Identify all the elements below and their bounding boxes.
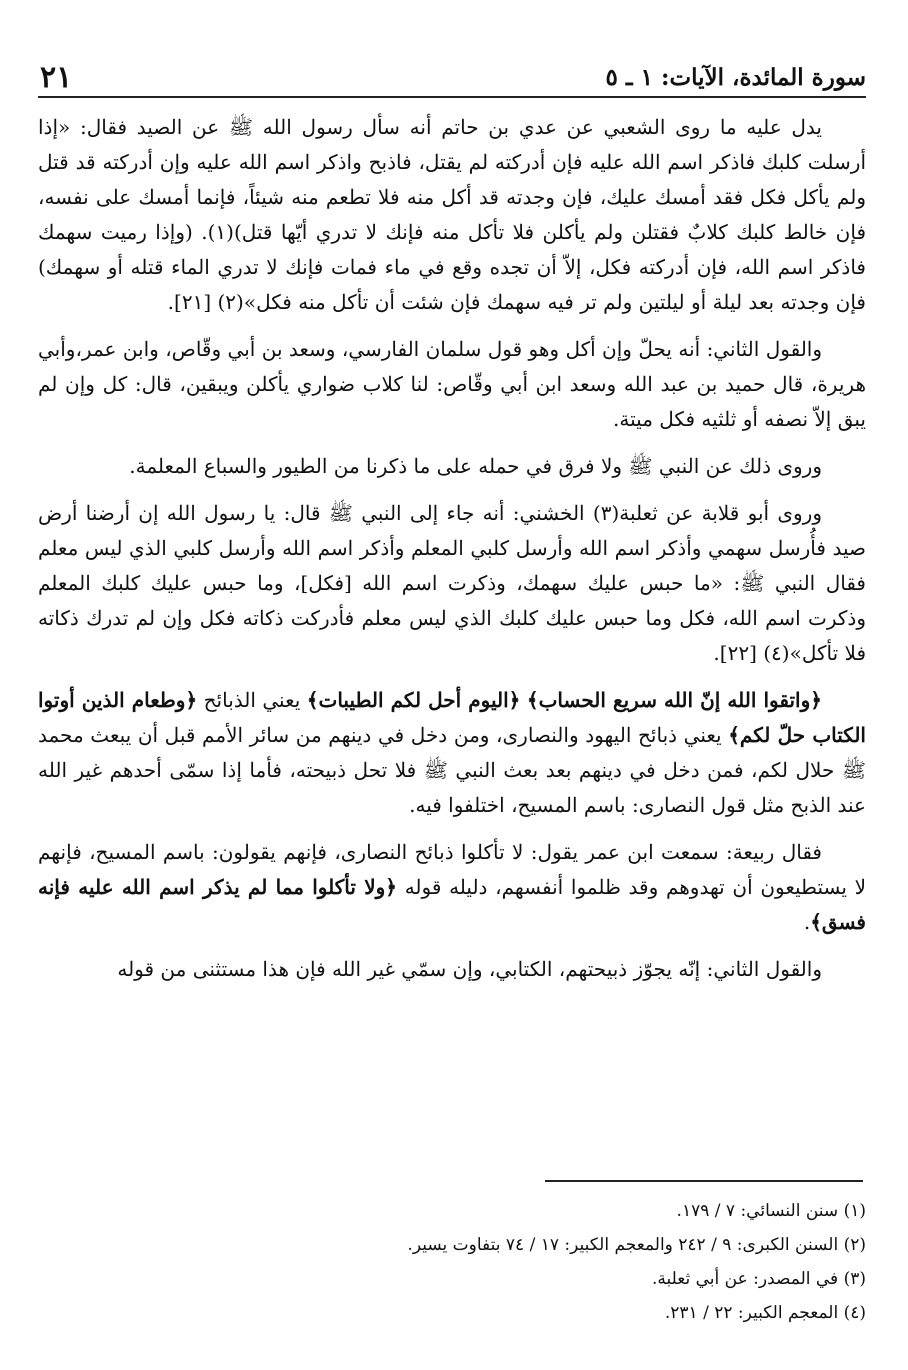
quran-quote: ﴿اليوم أحل لكم الطيبات﴾ [306, 688, 521, 712]
page-header [38, 58, 866, 98]
text-run: يعني ذبائح اليهود والنصارى، ومن دخل في دينهم من سائر الأمم قبل أن يبعث محمد ﷺ حلال لكم، فمن دخل في دينهم بعد بعث النبي ﷺ فلا تحل ذبيحته، فأما إذا سمّى أحدهم غير الله عند الذبح مثل قول النصارى: باسم المسيح، اختلفوا فيه. [38, 723, 866, 817]
footnote: (٤) المعجم الكبير: ٢٢ / ٢٣١. [664, 1303, 866, 1323]
paragraph: والقول الثاني: إنّه يجوّز ذبيحتهم، الكتابي، وإن سمّي غير الله فإن هذا مستثنى من قوله [117, 957, 822, 981]
paragraph [38, 835, 866, 940]
footnotes [306, 1194, 866, 1330]
paragraph-quran-verse [38, 683, 866, 823]
footnote: (١) سنن النسائي: ٧ / ١٧٩. [676, 1201, 866, 1221]
text-run: يعني الذبائح [197, 688, 307, 712]
page-number: ٢١ [40, 60, 73, 95]
body-text [38, 110, 866, 1170]
footnote: (٣) في المصدر: عن أبي ثعلبة. [652, 1269, 866, 1289]
paragraph: وروى أبو قلابة عن ثعلبة(٣) الخشني: أنه جاء إلى النبي ﷺ قال: يا رسول الله إن أرضنا أرض صيد فأُرسل سهمي وأذكر اسم الله وأرسل كلبي المعلم وأذكر اسم الله وأرسل كلبي الذي ليس معلم فقال النبي ﷺ: «ما حبس عليك سهمك، وذكرت اسم الله [فكل]، وما حبس عليك كلبك المعلم وذكرت اسم الله، فكل وما حبس عليك كلبك الذي ليس معلم فأدركت ذكاته فكل وإن لم تدرك ذكاته فلا تأكل»(٤) [٢٢]. [38, 501, 866, 665]
quran-quote: ﴿ولا تأكلوا مما لم يذكر اسم الله عليه فإنه فسق﴾ [38, 875, 866, 934]
footnote: (٢) السنن الكبرى: ٩ / ٢٤٢ والمعجم الكبير: ١٧ / ٧٤ بتفاوت يسير. [407, 1235, 866, 1255]
paragraph: وروى ذلك عن النبي ﷺ ولا فرق في حمله على ما ذكرنا من الطيور والسباع المعلمة. [129, 454, 822, 478]
text-run: . [803, 910, 811, 934]
running-title: سورة المائدة، الآيات: ١ ـ ٥ [605, 64, 866, 91]
quran-quote: ﴿وطعام الذين أوتوا الكتاب حلّ لكم﴾ [38, 688, 866, 747]
footnote-separator [545, 1180, 863, 1182]
paragraph: يدل عليه ما روى الشعبي عن عدي بن حاتم أنه سأل رسول الله ﷺ عن الصيد فقال: «إذا أرسلت كلبك فاذكر اسم الله عليه فإن أدركته لم يقتل، فاذبح واذكر اسم الله عليه وإن أدركته قد قتل ولم يأكل فكل فقد أمسك عليك، فإن وجدته قد أكل منه فلا تطعم منه شيئاً، فإنما أمسك على نفسه، فإن خالط كلبك كلابٌ فقتلن ولم يأكلن فلا تأكل منه فإنك لا تدري أيّها قتل)(١). (وإذا رميت سهمك فاذكر اسم الله، فإن أدركته فكل، إلاّ أن تجده وقع في ماء فمات فإنك لا تدري الماء قتله أو سهمك) فإن وجدته بعد ليلة أو ليلتين ولم تر فيه سهمك فإن شئت أن تأكل منه فكل»(٢) [٢١]. [38, 115, 866, 314]
text-run: فقال ربيعة: سمعت ابن عمر يقول: لا تأكلوا ذبائح النصارى، فإنهم يقولون: باسم المسيح، فإنهم لا يستطيعون أن تهدوهم وقد ظلموا أنفسهم، دليله قوله [38, 840, 866, 899]
paragraph: والقول الثاني: أنه يحلّ وإن أكل وهو قول سلمان الفارسي، وسعد بن أبي وقّاص، وابن عمر،وأبي هريرة، قال حميد بن عبد الله وسعد ابن أبي وقّاص: لنا كلاب ضواري يأكلن ويبقين، قال: كل وإن لم يبق إلاّ نصفه أو ثلثيه فكل ميتة. [38, 337, 866, 431]
quran-quote: ﴿واتقوا الله إنّ الله سريع الحساب﴾ [526, 688, 822, 712]
